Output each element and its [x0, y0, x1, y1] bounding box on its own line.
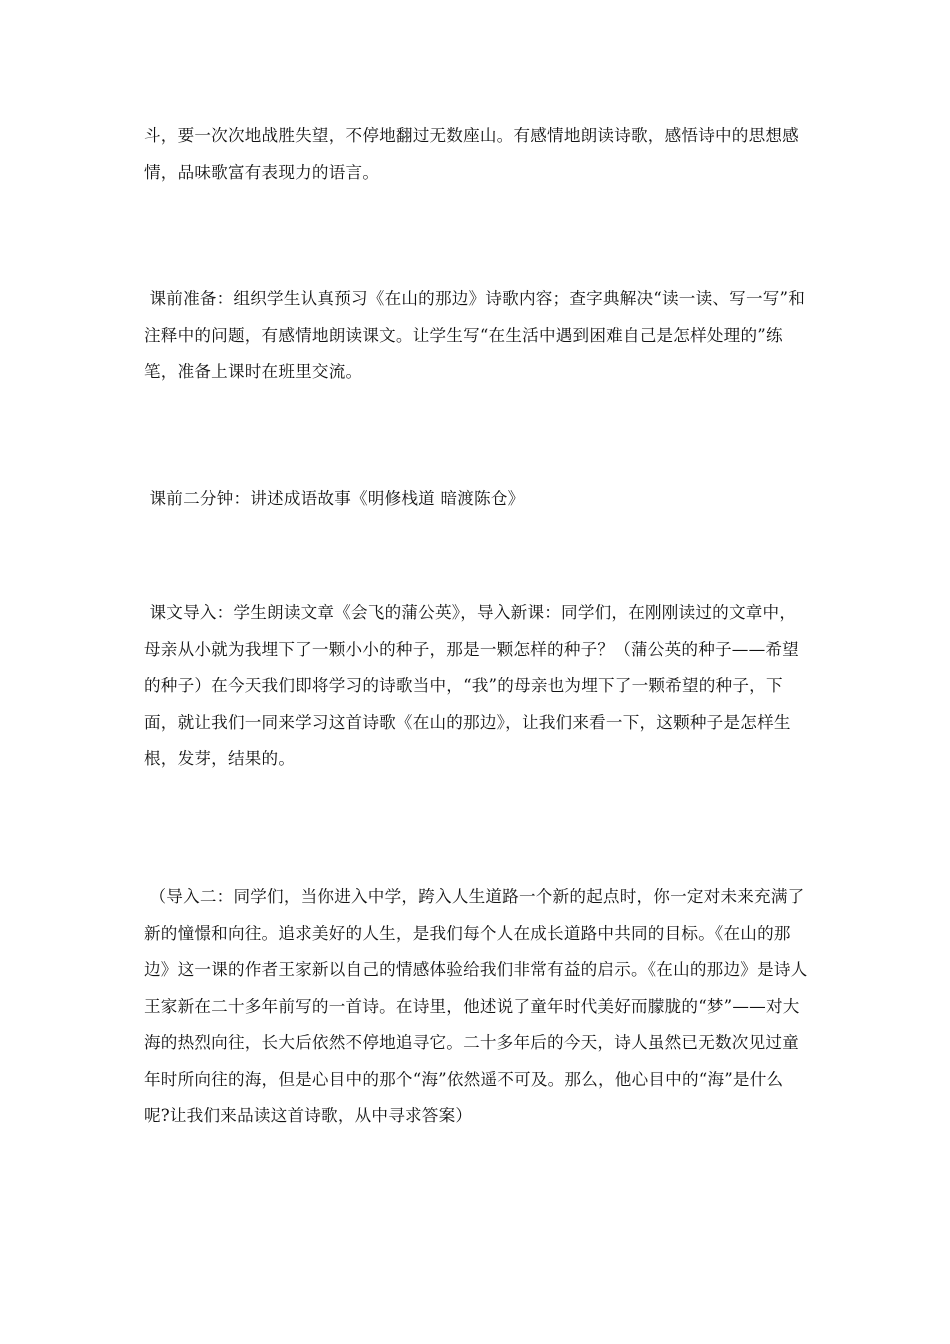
paragraph-objective-continuation: 斗，要一次次地战胜失望，不停地翻过无数座山。有感情地朗读诗歌，感悟诗中的思想感情，品味歌富有表现力的语言。 [144, 126, 799, 182]
paragraph-preparation: 课前准备：组织学生认真预习《在山的那边》诗歌内容；查字典解决“读一读、写一写”和注释中的问题，有感情地朗读课文。让学生写“在生活中遇到困难自己是怎样处理的”练笔，准备上课时在班里交流。 [144, 289, 806, 381]
paragraph-lesson-introduction: 课文导入：学生朗读文章《会飞的蒲公英》，导入新课：同学们，在刚刚读过的文章中，母亲从小就为我埋下了一颗小小的种子，那是一颗怎样的种子？（蒲公英的种子——希望的种子）在今天我们即将学习的诗歌当中，“我”的母亲也为埋下了一颗希望的种子，下面，就让我们一同来学习这首诗歌《在山的那边》，让我们来看一下，这颗种子是怎样生根，发芽，结果的。 [144, 603, 799, 768]
paragraph-introduction-two: （导入二：同学们，当你进入中学，跨入人生道路一个新的起点时，你一定对未来充满了新的憧憬和向往。追求美好的人生，是我们每个人在成长道路中共同的目标。《在山的那边》这一课的作者王家新以自己的情感体验给我们非常有益的启示。《在山的那边》是诗人王家新在二十多年前写的一首诗。在诗里，他述说了童年时代美好而朦胧的“梦”——对大海的热烈向往，长大后依然不停地追寻它。二十多年后的今天，诗人虽然已无数次见过童年时所向往的海，但是心目中的那个“海”依然遥不可及。那么，他心目中的“海”是什么呢?让我们来品读这首诗歌，从中寻求答案） [144, 887, 808, 1125]
paragraph-two-minute-story: 课前二分钟：讲述成语故事《明修栈道 暗渡陈仓》 [144, 489, 525, 508]
